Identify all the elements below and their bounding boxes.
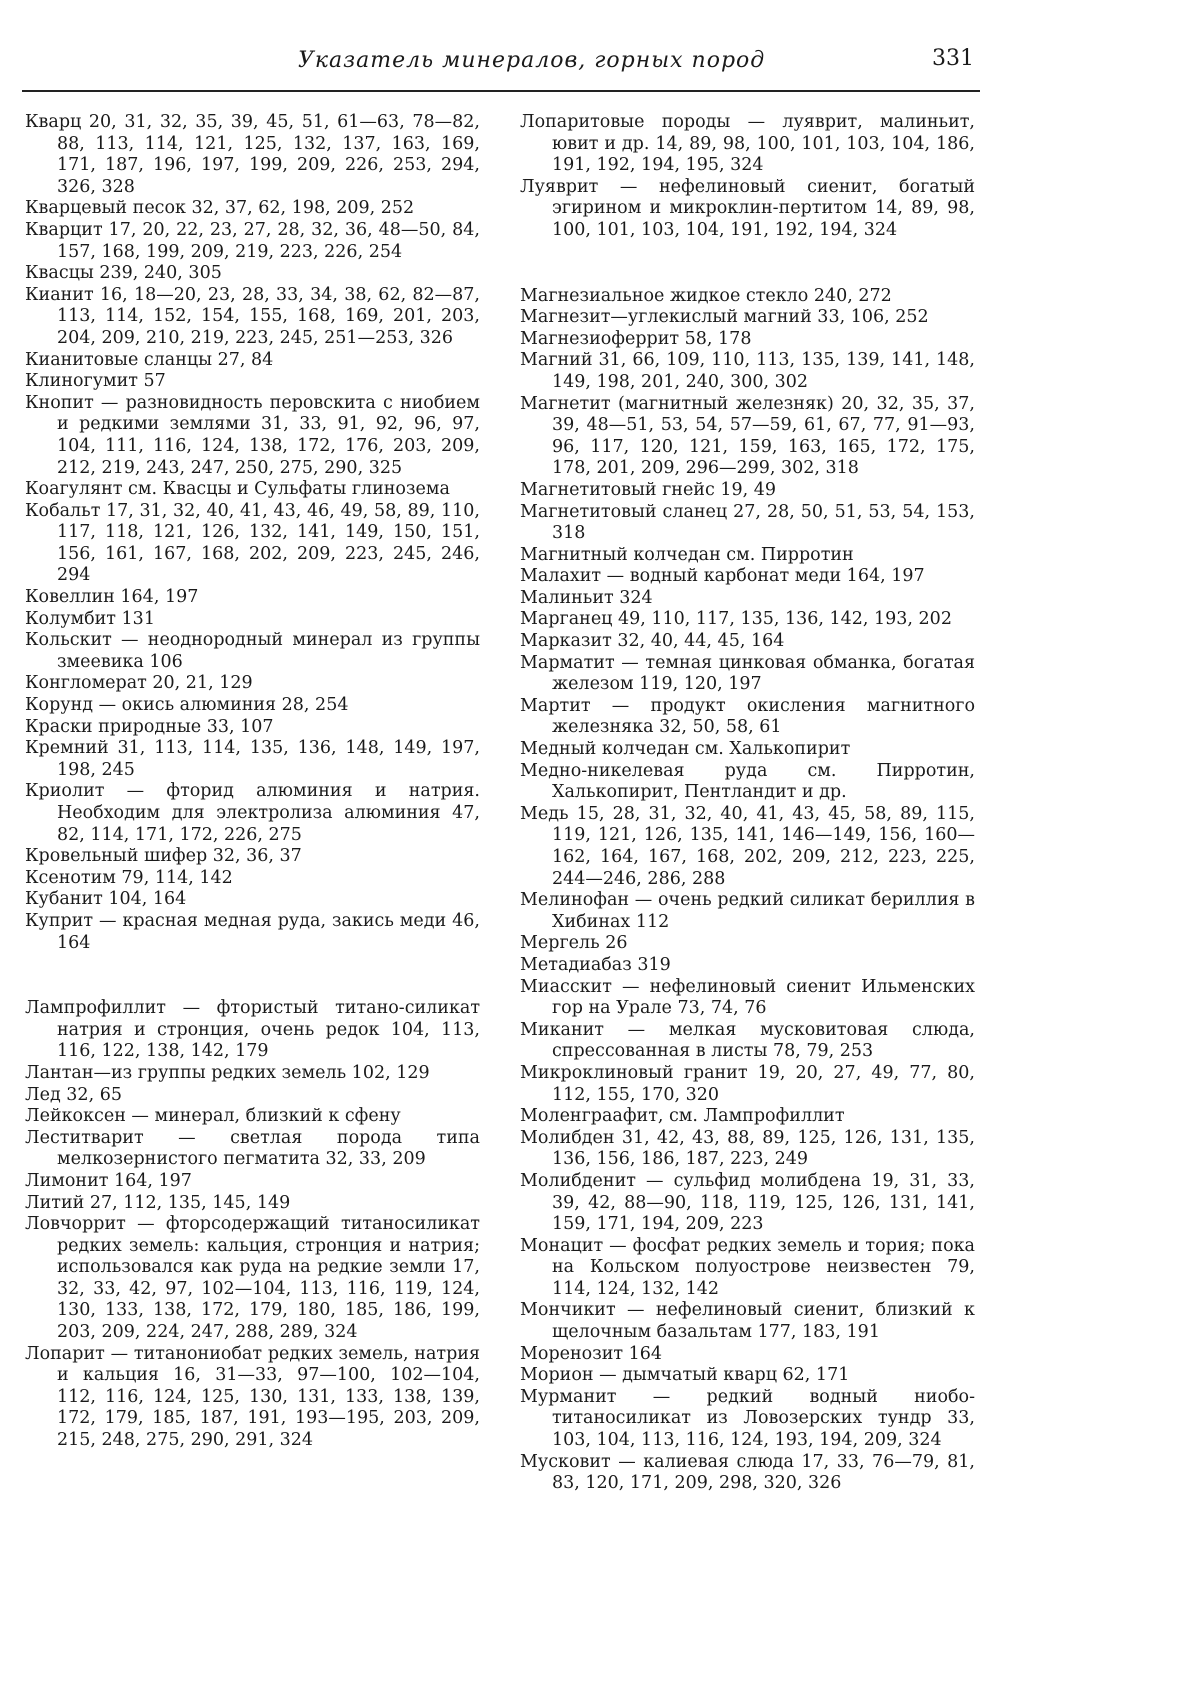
page-number: 331 — [932, 46, 974, 71]
index-entry: Лопаритовые породы — луяврит, малиньит, ювит и др. 14, 89, 98, 100, 101, 103, 104, 186, 191, 192, 194, 195, 324 — [520, 112, 975, 176]
index-entry: Мелинофан — очень редкий силикат бериллия в Хибинах 112 — [520, 890, 975, 932]
letter-group-gap — [520, 242, 975, 286]
index-entry: Медно-никелевая руда см. Пирротин, Халькопирит, Пентландит и др. — [520, 760, 975, 803]
index-entry: Молибден 31, 42, 43, 88, 89, 125, 126, 131, 135, 136, 156, 186, 187, 223, 249 — [520, 1127, 975, 1170]
index-entry: Кровельный шифер 32, 36, 37 — [25, 846, 302, 867]
running-title: Указатель минералов, горных пород — [298, 48, 766, 73]
index-entry: Мурманит — редкий водный ниобо-титаносиликат из Ловозерских тундр 33, 103, 104, 113, 116, 124, 193, 194, 209, 324 — [520, 1386, 975, 1451]
index-entry: Конгломерат 20, 21, 129 — [25, 673, 253, 694]
index-entry: Малахит — водный карбонат меди 164, 197 — [520, 566, 925, 587]
index-entry: Мергель 26 — [520, 933, 628, 954]
index-entry: Магнезиоферрит 58, 178 — [520, 328, 752, 349]
index-entry: Малиньит 324 — [520, 587, 653, 608]
index-entry: Криолит — фторид алюминия и натрия. Необходим для электролиза алюминия 47, 82, 114, 171, 172, 226, 275 — [25, 781, 480, 845]
index-entry: Кремний 31, 113, 114, 135, 136, 148, 149, 197, 198, 245 — [25, 738, 480, 780]
index-entry: Литий 27, 112, 135, 145, 149 — [25, 1192, 291, 1213]
index-entry: Луяврит — нефелиновый сиенит, богатый эгирином и микроклин-пертитом 14, 89, 98, 100, 101, 103, 104, 191, 192, 194, 324 — [520, 176, 975, 240]
index-entry: Медь 15, 28, 31, 32, 40, 41, 43, 45, 58, 89, 115, 119, 121, 126, 135, 141, 146—149, 156, 160—162, 164, 167, 168, 202, 209, 212, 223, 225, 244—246, 286, 288 — [520, 803, 975, 889]
index-entry: Краски природные 33, 107 — [25, 716, 274, 737]
index-entry: Мартит — продукт окисления магнитного железняка 32, 50, 58, 61 — [520, 695, 975, 738]
index-entry: Магнетитовый сланец 27, 28, 50, 51, 53, 54, 153, 318 — [520, 501, 975, 544]
index-entry: Лимонит 164, 197 — [25, 1170, 192, 1191]
index-entry: Лопарит — титанониобат редких земель, натрия и кальция 16, 31—33, 97—100, 102—104, 112, 116, 124, 125, 130, 131, 133, 138, 139, 172, 179, 185, 187, 191, 193—195, 203, 209, 215, 248, 275, 290, 291, 324 — [25, 1343, 480, 1451]
index-entry: Микроклиновый гранит 19, 20, 27, 49, 77, 80, 112, 155, 170, 320 — [520, 1062, 975, 1105]
index-entry: Магнетитовый гнейс 19, 49 — [520, 479, 776, 500]
index-entry: Колумбит 131 — [25, 608, 155, 629]
letter-group-gap — [25, 954, 480, 998]
index-entry: Молибденит — сульфид молибдена 19, 31, 33, 39, 42, 88—90, 118, 119, 125, 126, 131, 141, 159, 171, 194, 209, 223 — [520, 1170, 975, 1235]
index-entry: Кнопит — разновидность перовскита с ниобием и редкими землями 31, 33, 91, 92, 96, 97, 104, 111, 116, 124, 138, 172, 176, 203, 209, 212, 219, 243, 247, 250, 275, 290, 325 — [25, 392, 480, 478]
index-entry: Магний 31, 66, 109, 110, 113, 135, 139, 141, 148, 149, 198, 201, 240, 300, 302 — [520, 350, 975, 392]
index-entry: Мусковит — калиевая слюда 17, 33, 76—79, 81, 83, 120, 171, 209, 298, 320, 326 — [520, 1451, 975, 1494]
index-entry: Медный колчедан см. Халькопирит — [520, 739, 851, 760]
index-entry: Леститварит — светлая порода типа мелкозернистого пегматита 32, 33, 209 — [25, 1127, 480, 1170]
index-entry: Моленграафит, см. Лампрофиллит — [520, 1106, 845, 1127]
index-entry: Магнезиальное жидкое стекло 240, 272 — [520, 285, 892, 306]
index-entry: Метадиабаз 319 — [520, 954, 671, 975]
index-entry: Магнитный колчедан см. Пирротин — [520, 544, 854, 565]
index-entry: Моренозит 164 — [520, 1343, 663, 1364]
index-entry: Куприт — красная медная руда, закись меди 46, 164 — [25, 910, 480, 953]
index-entry: Монацит — фосфат редких земель и тория; пока на Кольском полуострове неизвестен 79, 114, 124, 132, 142 — [520, 1235, 975, 1299]
index-entry: Магнетит (магнитный железняк) 20, 32, 35, 37, 39, 48—51, 53, 54, 57—59, 61, 67, 77, 91—93, 96, 117, 120, 121, 159, 163, 165, 172, 175, 178, 201, 209, 296—299, 302, 318 — [520, 393, 975, 479]
index-entry: Магнезит—углекислый магний 33, 106, 252 — [520, 307, 929, 328]
index-entry: Кианитовые сланцы 27, 84 — [25, 349, 274, 370]
index-entry: Кианит 16, 18—20, 23, 28, 33, 34, 38, 62, 82—87, 113, 114, 152, 154, 155, 168, 169, 201, 203, 204, 209, 210, 219, 223, 245, 251—253, 326 — [25, 284, 480, 348]
index-entry: Марматит — темная цинковая обманка, богатая железом 119, 120, 197 — [520, 652, 975, 695]
index-column-left — [25, 112, 480, 1452]
index-entry: Миканит — мелкая мусковитовая слюда, спрессованная в листы 78, 79, 253 — [520, 1019, 975, 1062]
running-header — [22, 42, 980, 92]
index-entry: Кобальт 17, 31, 32, 40, 41, 43, 46, 49, 58, 89, 110, 117, 118, 121, 126, 132, 141, 149, 150, 151, 156, 161, 167, 168, 202, 209, 223, 245, 246, 294 — [25, 500, 480, 586]
index-entry: Лейкоксен — минерал, близкий к сфену — [25, 1106, 401, 1127]
index-entry: Кубанит 104, 164 — [25, 889, 187, 910]
index-entry: Марказит 32, 40, 44, 45, 164 — [520, 631, 785, 652]
index-entry: Ловчоррит — фторсодержащий титаносиликат редких земель: кальция, стронция и натрия; использовался как руда на редкие земли 17, 32, 33, 42, 97, 102—104, 113, 116, 119, 124, 130, 133, 138, 172, 179, 180, 185, 186, 199, 203, 209, 224, 247, 288, 289, 324 — [25, 1214, 480, 1343]
index-column-right — [520, 112, 975, 1495]
index-entry: Миасскит — нефелиновый сиенит Ильменских гор на Урале 73, 74, 76 — [520, 976, 975, 1019]
index-entry: Кварц 20, 31, 32, 35, 39, 45, 51, 61—63, 78—82, 88, 113, 114, 121, 125, 132, 137, 163, 169, 171, 187, 196, 197, 199, 209, 226, 253, 294, 326, 328 — [25, 112, 480, 197]
index-entry: Лантан—из группы редких земель 102, 129 — [25, 1062, 430, 1083]
index-entry: Коагулянт см. Квасцы и Сульфаты глинозема — [25, 479, 450, 500]
index-entry: Корунд — окись алюминия 28, 254 — [25, 695, 349, 716]
index-entry: Мончикит — нефелиновый сиенит, близкий к щелочным базальтам 177, 183, 191 — [520, 1300, 975, 1343]
index-entry: Лампрофиллит — фтористый титано-силикат натрия и стронция, очень редок 104, 113, 116, 122, 138, 142, 179 — [25, 998, 480, 1062]
index-entry: Клиногумит 57 — [25, 371, 166, 392]
index-entry: Ксенотим 79, 114, 142 — [25, 867, 233, 888]
index-entry: Марганец 49, 110, 117, 135, 136, 142, 193, 202 — [520, 609, 952, 630]
index-entry: Лед 32, 65 — [25, 1084, 122, 1105]
index-entry: Морион — дымчатый кварц 62, 171 — [520, 1365, 850, 1386]
index-entry: Кварцит 17, 20, 22, 23, 27, 28, 32, 36, 48—50, 84, 157, 168, 199, 209, 219, 223, 226, 254 — [25, 219, 480, 262]
index-entry: Кварцевый песок 32, 37, 62, 198, 209, 252 — [25, 198, 415, 219]
index-entry: Кольскит — неоднородный минерал из группы змеевика 106 — [25, 630, 480, 672]
index-entry: Ковеллин 164, 197 — [25, 587, 199, 608]
index-entry: Квасцы 239, 240, 305 — [25, 263, 222, 284]
